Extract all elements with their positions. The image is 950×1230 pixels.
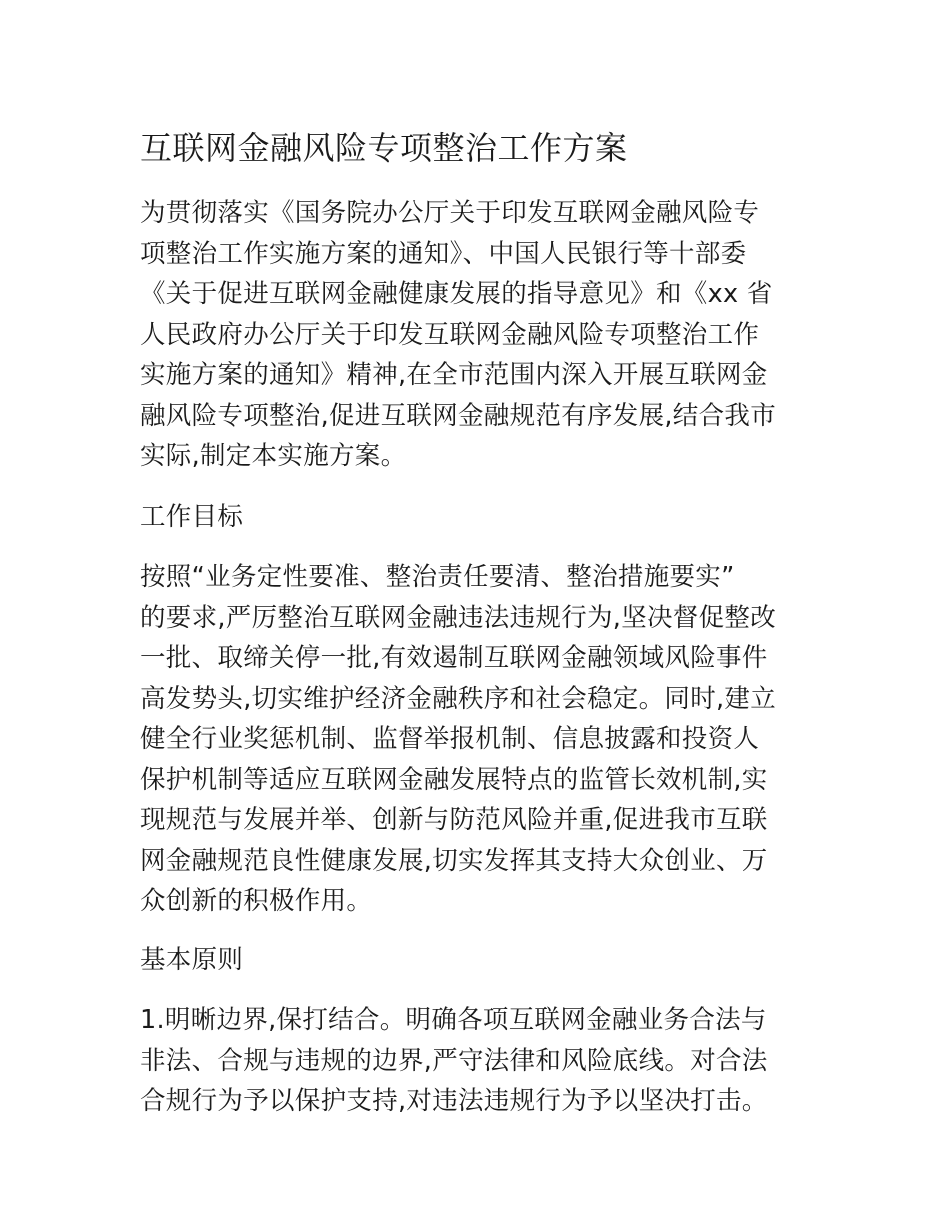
goals-line: 高发势头,切实维护经济金融秩序和社会稳定。同时,建立 <box>140 683 777 714</box>
goals-line: 一批、取缔关停一批,有效遏制互联网金融领域风险事件 <box>140 643 768 673</box>
goals-line: 现规范与发展并举、创新与防范风险并重,促进我市互联 <box>140 805 768 835</box>
intro-line: 项整治工作实施方案的通知》、中国人民银行等十部委 <box>140 238 747 269</box>
principles-paragraph <box>140 1000 810 1122</box>
section-heading-goals: 工作目标 <box>140 502 244 532</box>
intro-paragraph <box>140 193 810 477</box>
goals-line: 保护机制等适应互联网金融发展特点的监管长效机制,实 <box>140 764 768 795</box>
intro-line: 《关于促进互联网金融健康发展的指导意见》和《xx 省 <box>140 279 773 309</box>
goals-line: 按照“业务定性要准、整治责任要清、整治措施要实” <box>140 562 735 592</box>
document-title: 互联网金融风险专项整治工作方案 <box>140 129 628 167</box>
goals-line: 网金融规范良性健康发展,切实发挥其支持大众创业、万 <box>140 845 768 876</box>
principles-line: 非法、合规与违规的边界,严守法律和风险底线。对合法 <box>140 1045 768 1076</box>
goals-paragraph <box>140 557 810 922</box>
intro-line: 人民政府办公厅关于印发互联网金融风险专项整治工作 <box>140 319 760 350</box>
goals-line: 健全行业奖惩机制、监督举报机制、信息披露和投资人 <box>140 724 760 754</box>
intro-line: 为贯彻落实《国务院办公厅关于印发互联网金融风险专 <box>140 198 760 228</box>
intro-line: 融风险专项整治,促进互联网金融规范有序发展,结合我市 <box>140 400 777 431</box>
intro-line: 实施方案的通知》精神,在全市范围内深入开展互联网金 <box>140 360 768 390</box>
principles-line: 1.明晰边界,保打结合。明确各项互联网金融业务合法与 <box>140 1005 767 1035</box>
goals-line: 的要求,严厉整治互联网金融违法违规行为,坚决督促整改 <box>140 602 777 633</box>
section-heading-principles: 基本原则 <box>140 945 244 975</box>
principles-line: 合规行为予以保护支持,对违法违规行为予以坚决打击。 <box>140 1086 768 1116</box>
goals-line: 众创新的积极作用。 <box>140 886 373 916</box>
intro-line: 实际,制定本实施方案。 <box>140 441 407 471</box>
